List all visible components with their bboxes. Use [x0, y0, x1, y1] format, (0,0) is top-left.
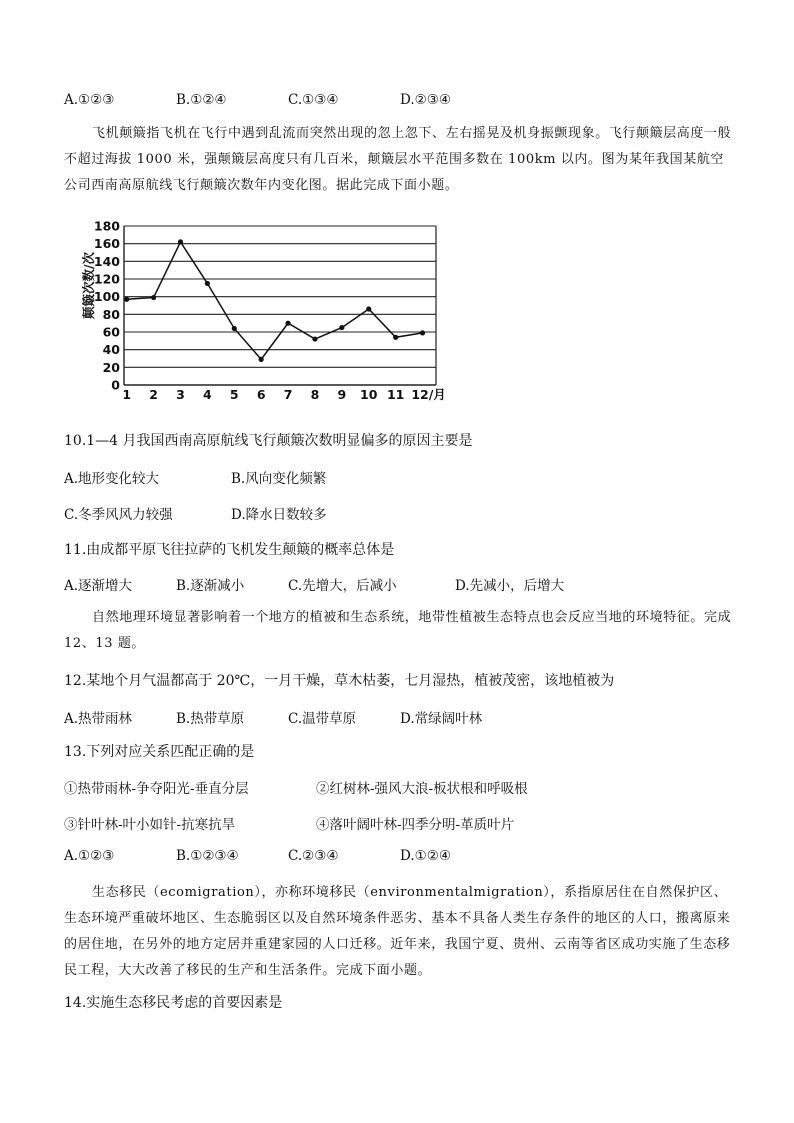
turbulence-chart: [80, 218, 460, 404]
y-tick-label: 0: [111, 377, 120, 393]
data-point: [393, 335, 398, 340]
passage-turbulence: 飞机颠簸指飞机在飞行中遇到乱流而突然出现的忽上忽下、左右摇晃及机身振颤现象。飞行颠簸层高度一般不超过海拔 1000 米，强颠簸层高度只有几百米，颠簸层水平范围多数在 100km 以内。图为某年我国某航空公司西南高原航线飞行颠簸次数年内变化图。据此完成下面小题。: [64, 126, 732, 193]
y-tick-label: 180: [93, 218, 120, 234]
q11-option-c: C.先增大，后减小: [288, 578, 397, 594]
passage-ecomigration: 生态移民（ecomigration），亦称环境移民（environmentalmigration），系指原居住在自然保护区、生态环境严重破坏地区、生态脆弱区以及自然环境条件恶劣、基本不具备人类生存条件的地区的人口，搬离原来的居住地，在另外的地方定居并重建家园的人口迁移。近年来，我国宁夏、贵州、云南等省区成功实施了生态移民工程，大大改善了移民的生产和生活条件。完成下面小题。: [64, 885, 731, 978]
q13-option-b: B.①②③④: [176, 848, 239, 864]
q12-option-d: D.常绿阔叶林: [400, 711, 483, 727]
q12-option-a: A.热带雨林: [64, 711, 133, 727]
q10-option-a: A.地形变化较大: [64, 471, 160, 487]
x-tick-label: 3: [176, 387, 185, 402]
data-point: [339, 325, 344, 330]
y-tick-label: 100: [93, 289, 120, 305]
q13-option-a: A.①②③: [64, 848, 115, 864]
x-tick-label: 11: [386, 387, 405, 402]
data-point: [285, 321, 290, 326]
x-tick-label: 9: [337, 387, 347, 402]
q10-option-b: B.风向变化频繁: [231, 471, 327, 487]
x-tick-label: 12/月: [411, 387, 446, 402]
q10-option-c: C.冬季风风力较强: [64, 507, 173, 523]
q13-option-d: D.①②④: [400, 848, 451, 864]
x-tick-label: 7: [283, 387, 293, 402]
y-tick-label: 40: [102, 342, 120, 358]
q12-stem: 12.某地个月气温都高于 20℃，一月干燥，草木枯萎，七月湿热，植被茂密，该地植被为: [64, 673, 615, 689]
y-tick-label: 160: [93, 236, 120, 252]
x-tick-label: 10: [360, 387, 378, 402]
series-line: [127, 242, 423, 359]
q9-option-b: B.①②④: [176, 92, 227, 108]
x-tick-label: 5: [229, 387, 239, 402]
q11-stem: 11.由成都平原飞往拉萨的飞机发生颠簸的概率总体是: [64, 542, 395, 558]
x-tick-label: 6: [256, 387, 266, 402]
data-point: [312, 336, 317, 341]
data-point: [259, 357, 264, 362]
q13-stem: 13.下列对应关系匹配正确的是: [64, 744, 255, 760]
q13-item-1: ①热带雨林-争夺阳光-垂直分层: [64, 781, 249, 797]
data-point: [420, 330, 425, 335]
y-tick-label: 60: [102, 324, 120, 340]
q13-option-c: C.②③④: [288, 848, 339, 864]
data-point: [205, 281, 210, 286]
q10-option-d: D.降水日数较多: [231, 507, 327, 523]
q13-item-2: ②红树林-强风大浪-板状根和呼吸根: [316, 781, 528, 797]
y-tick-label: 120: [93, 271, 120, 287]
q13-item-3: ③针叶林-叶小如针-抗寒抗旱: [64, 817, 236, 833]
y-axis-title: 颠簸次数/次: [81, 251, 96, 320]
y-tick-label: 80: [102, 306, 120, 322]
q10-stem: 10.1—4 月我国西南高原航线飞行颠簸次数明显偏多的原因主要是: [64, 433, 473, 449]
q11-option-d: D.先减小，后增大: [455, 578, 565, 594]
y-tick-label: 140: [93, 253, 120, 269]
q12-option-c: C.温带草原: [288, 711, 357, 727]
passage-vegetation: 自然地理环境显著影响着一个地方的植被和生态系统，地带性植被生态特点也会反应当地的环境特征。完成 12、13 题。: [64, 610, 732, 651]
x-tick-label: 2: [149, 387, 158, 402]
x-tick-label: 1: [122, 387, 132, 402]
x-tick-label: 4: [203, 387, 212, 402]
data-point: [151, 295, 156, 300]
q9-option-a: A.①②③: [64, 92, 115, 108]
data-point: [178, 239, 183, 244]
q13-item-4: ④落叶阔叶林-四季分明-革质叶片: [316, 817, 515, 833]
data-point: [232, 326, 237, 331]
x-tick-label: 8: [310, 387, 320, 402]
data-point: [124, 297, 129, 302]
q12-option-b: B.热带草原: [176, 711, 245, 727]
q9-option-c: C.①③④: [288, 92, 339, 108]
data-point: [366, 306, 371, 311]
q14-stem: 14.实施生态移民考虑的首要因素是: [64, 995, 283, 1011]
y-tick-label: 20: [102, 359, 120, 375]
q11-option-a: A.逐渐增大: [64, 578, 133, 594]
q9-option-d: D.②③④: [400, 92, 451, 108]
q11-option-b: B.逐渐减小: [176, 578, 245, 594]
